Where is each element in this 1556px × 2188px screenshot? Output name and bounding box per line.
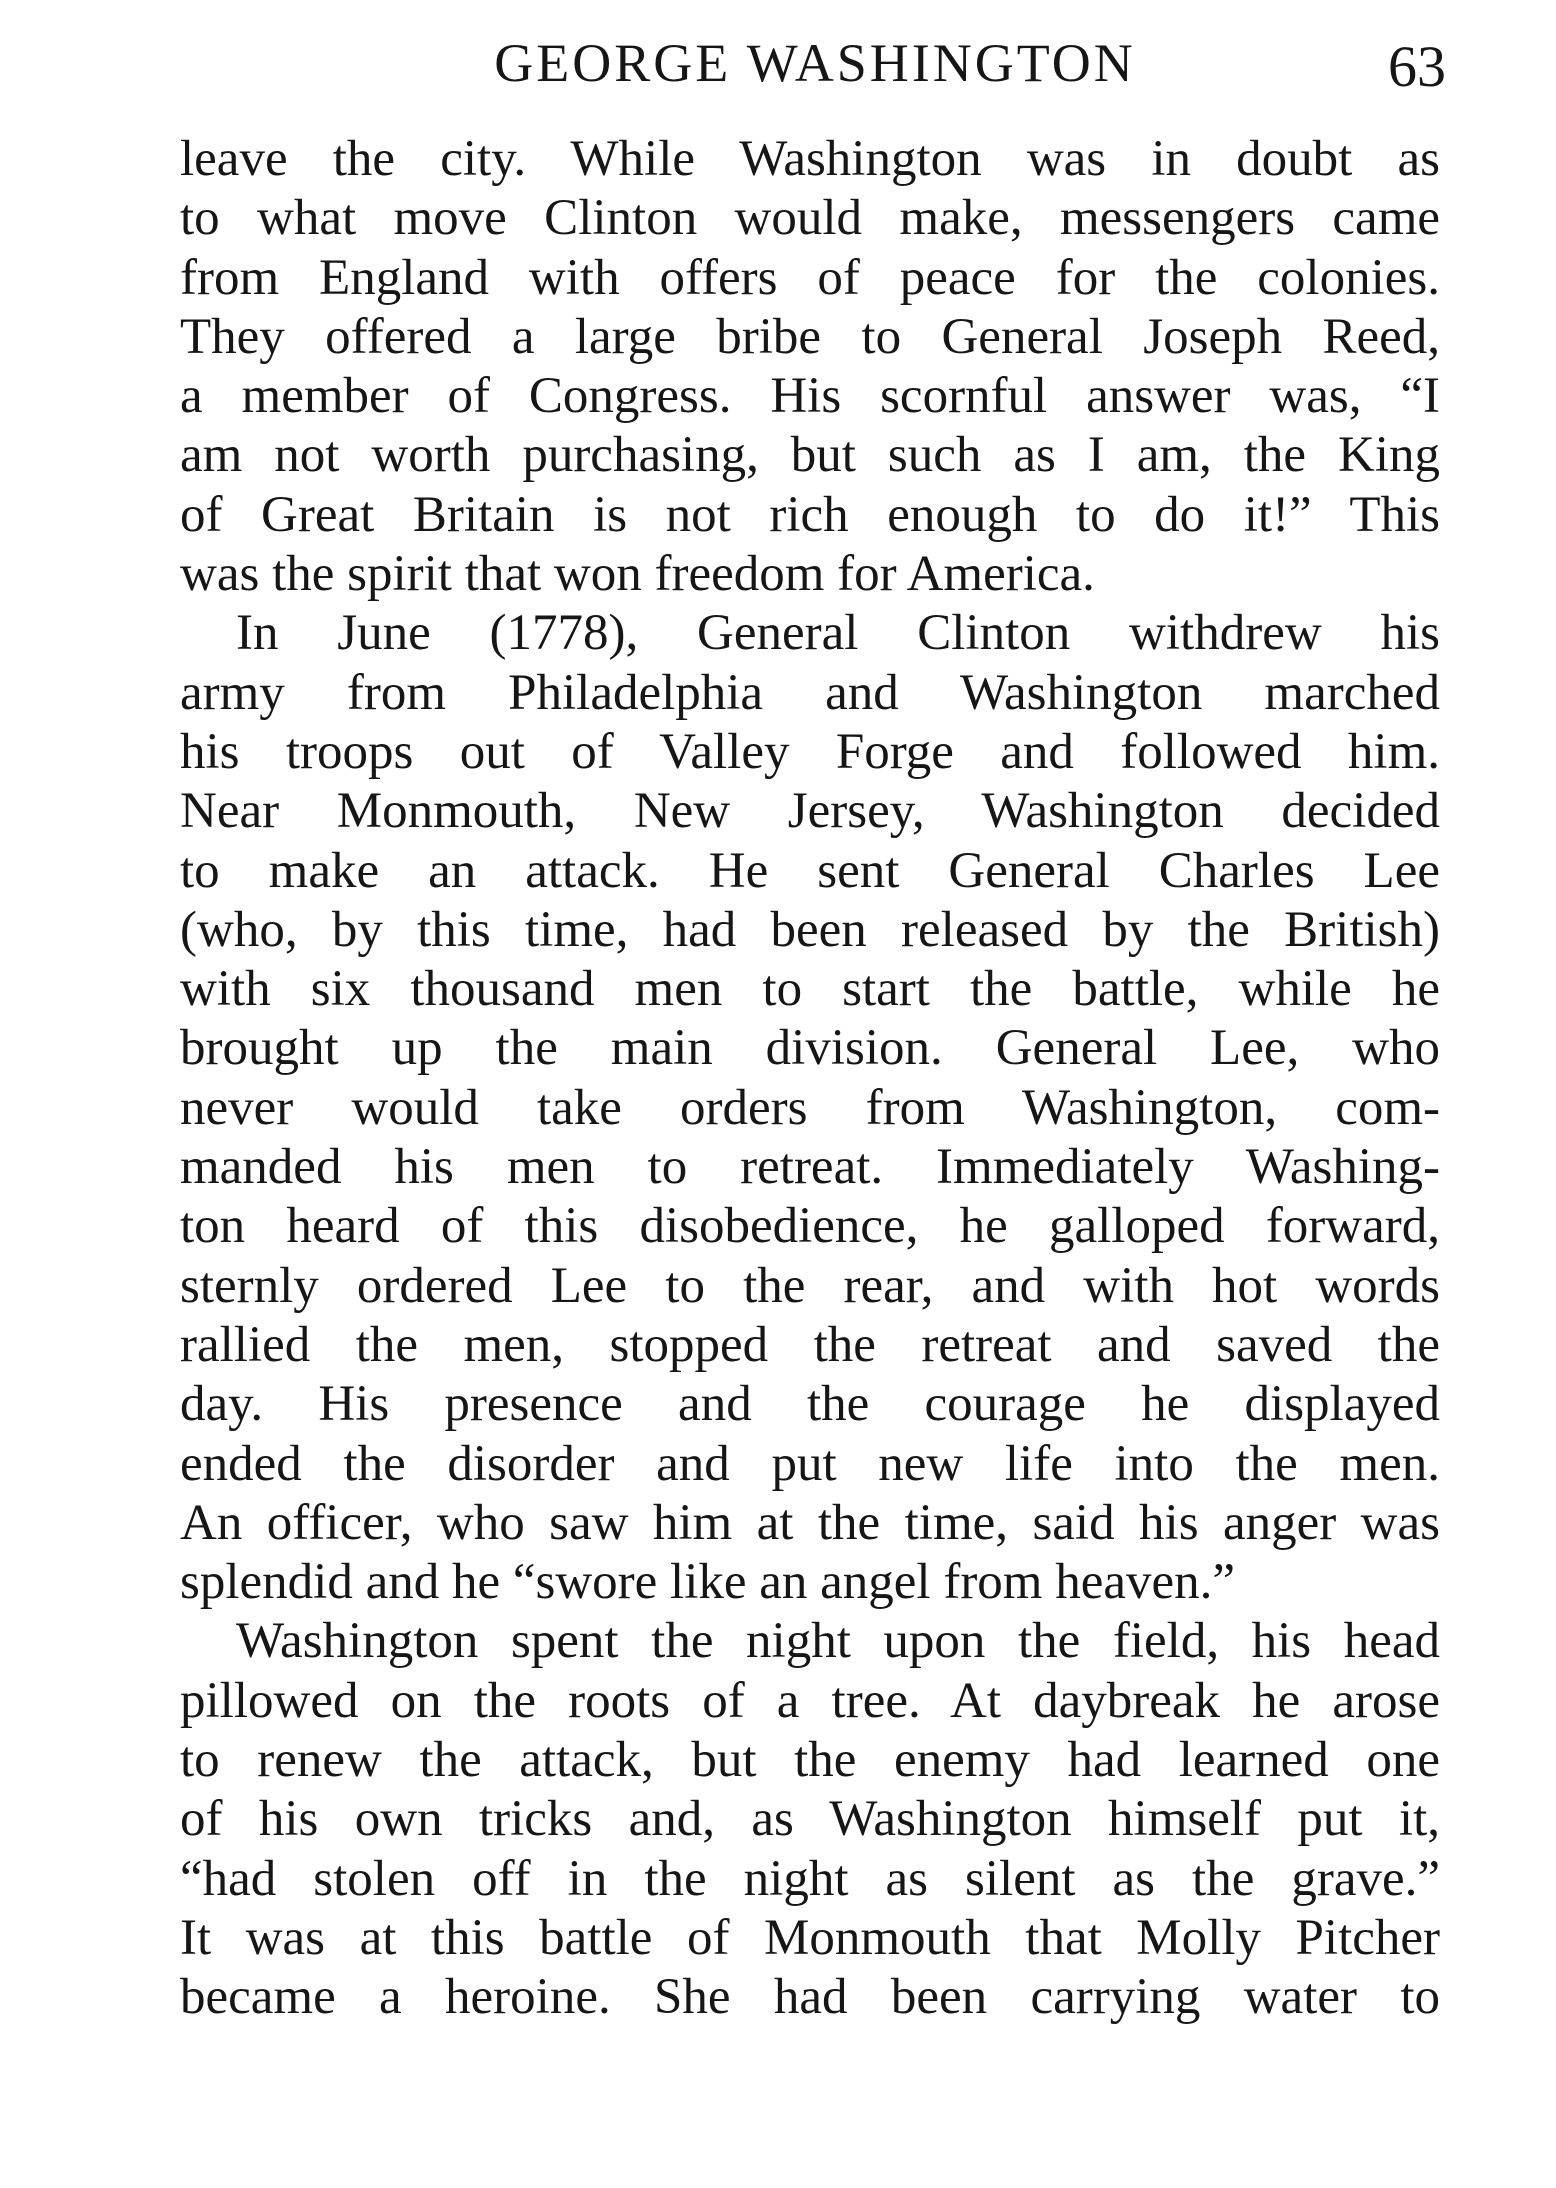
- text-line: with six thousand men to start the battle, while he: [180, 961, 1440, 1018]
- text-line: rallied the men, stopped the retreat and saved the: [180, 1316, 1440, 1373]
- text-line: Near Monmouth, New Jersey, Washington decided: [180, 783, 1440, 840]
- text-line: his troops out of Valley Forge and followed him.: [180, 723, 1440, 780]
- text-line: ton heard of this disobedience, he galloped forward,: [180, 1198, 1440, 1255]
- text-line: brought up the main division. General Lee, who: [180, 1020, 1440, 1077]
- text-line: to renew the attack, but the enemy had learned one: [180, 1732, 1440, 1789]
- text-line: manded his men to retreat. Immediately Washing-: [180, 1139, 1440, 1196]
- text-line: was the spirit that won freedom for America.: [180, 546, 1095, 603]
- text-line: They offered a large bribe to General Joseph Reed,: [180, 308, 1440, 365]
- text-line: from England with offers of peace for the colonies.: [180, 249, 1440, 306]
- text-line: a member of Congress. His scornful answer was, “I: [180, 368, 1440, 425]
- text-line: (who, by this time, had been released by the British): [180, 901, 1440, 958]
- text-line: leave the city. While Washington was in doubt as: [180, 131, 1440, 187]
- running-header: [180, 28, 1450, 98]
- text-line: of Great Britain is not rich enough to do it!” This: [180, 486, 1440, 543]
- text-line: day. His presence and the courage he displayed: [180, 1376, 1440, 1433]
- text-line: became a heroine. She had been carrying water to: [180, 1969, 1440, 2026]
- text-line: army from Philadelphia and Washington marched: [180, 664, 1440, 721]
- text-line: ended the disorder and put new life into the men.: [180, 1435, 1440, 1492]
- text-line: “had stolen off in the night as silent as the grave.”: [180, 1850, 1440, 1907]
- running-title: GEORGE WASHINGTON: [494, 33, 1136, 93]
- text-line: Washington spent the night upon the field, his head: [236, 1613, 1440, 1670]
- text-line: splendid and he “swore like an angel from heaven.”: [180, 1554, 1236, 1611]
- text-line: never would take orders from Washington, com-: [180, 1079, 1440, 1136]
- body-text: [180, 130, 1440, 2028]
- text-line: to what move Clinton would make, messengers came: [180, 190, 1440, 247]
- text-line: of his own tricks and, as Washington himself put it,: [180, 1791, 1440, 1848]
- text-line: An officer, who saw him at the time, said his anger was: [180, 1494, 1440, 1551]
- text-line: am not worth purchasing, but such as I am, the King: [180, 427, 1440, 484]
- text-line: It was at this battle of Monmouth that Molly Pitcher: [180, 1909, 1440, 1966]
- page-number: 63: [1388, 34, 1446, 99]
- text-line: sternly ordered Lee to the rear, and with hot words: [180, 1257, 1440, 1314]
- text-line: pillowed on the roots of a tree. At daybreak he arose: [180, 1672, 1440, 1729]
- text-line: to make an attack. He sent General Charles Lee: [180, 842, 1440, 899]
- text-line: In June (1778), General Clinton withdrew his: [236, 605, 1440, 662]
